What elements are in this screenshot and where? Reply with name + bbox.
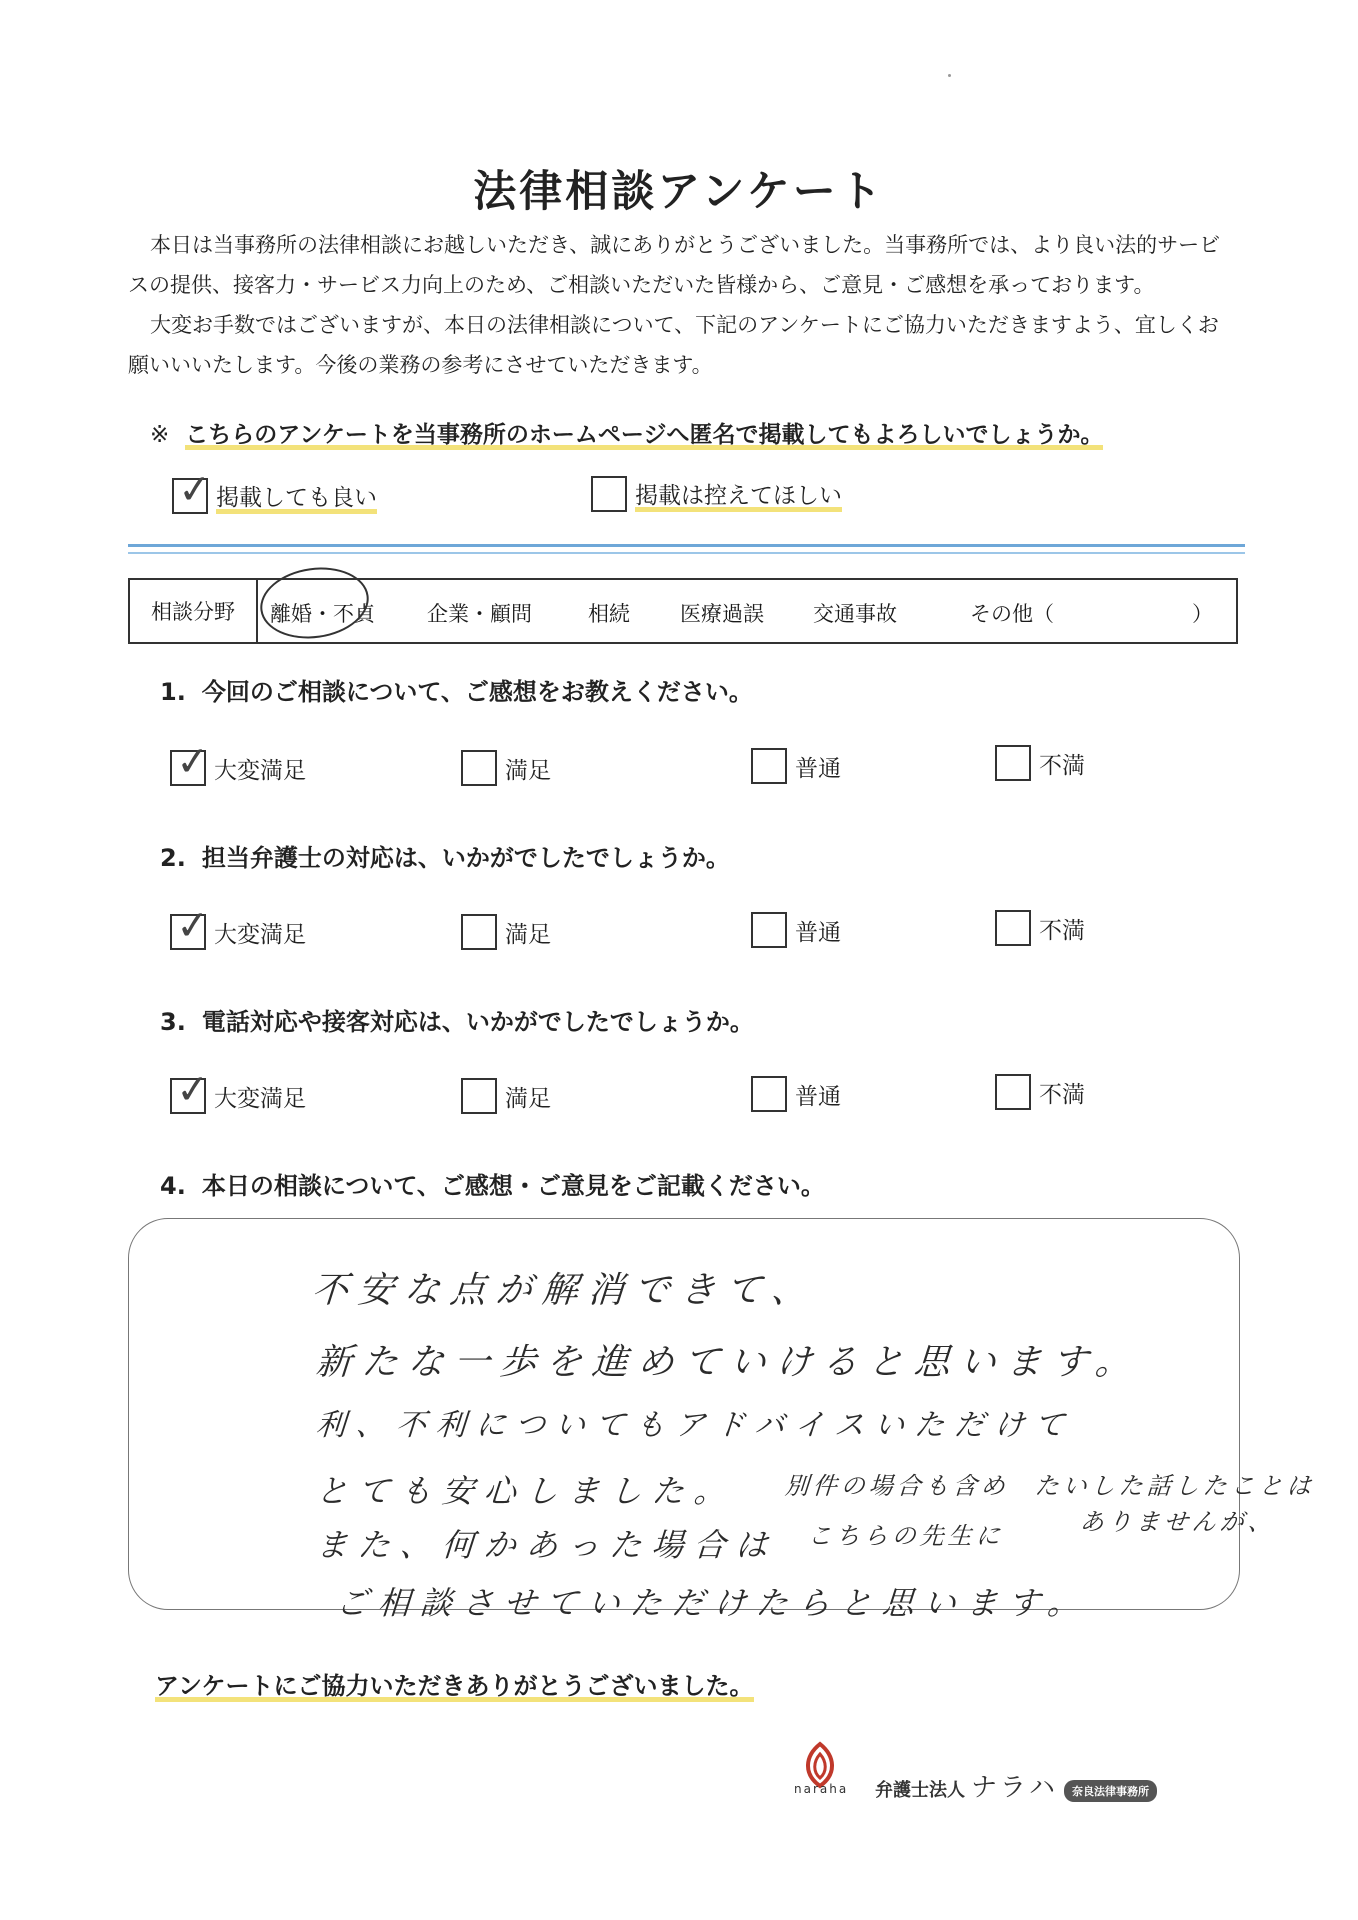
checkmark-icon: ✓ (176, 465, 214, 515)
intro-paragraph-1: 本日は当事務所の法律相談にお越しいただき、誠にありがとうございました。当事務所では、より良い法的サービスの提供、接客力・サービス力向上のため、ご相談いただいた皆様から、ご意見・ご感想を承っております。 (128, 233, 1221, 297)
handwritten-insert: 別件の場合も含め (783, 1472, 1010, 1500)
checkbox[interactable] (461, 1078, 497, 1114)
thank-you-text: アンケートにご協力いただきありがとうございました。 (155, 1672, 754, 1700)
handwritten-line: また、何かあった場合は (314, 1526, 779, 1564)
q2-option-very-satisfied[interactable] (170, 901, 306, 951)
field-option-inheritance[interactable]: 相続 (588, 602, 630, 626)
checkmark-icon: ✓ (174, 737, 212, 787)
question-3 (160, 1002, 754, 1037)
option-label: 大変満足 (214, 757, 306, 784)
handwritten-line: 新たな一歩を進めていけると思います。 (314, 1342, 1143, 1383)
divider-line (128, 552, 1245, 554)
field-option-divorce[interactable]: 離婚・不貞 (270, 602, 375, 626)
checkbox[interactable] (751, 912, 787, 948)
question-number: 4. (160, 1172, 186, 1200)
option-label: 不満 (1039, 752, 1085, 779)
question-text: 本日の相談について、ご感想・ご意見をご記載ください。 (201, 1172, 825, 1200)
firm-prefix: 弁護士法人 (875, 1780, 965, 1801)
checkbox[interactable] (461, 914, 497, 950)
logo-text: naraha (794, 1782, 849, 1796)
option-label: 満足 (505, 1085, 551, 1112)
note-mark: ※ (150, 422, 170, 448)
scan-speck (948, 74, 951, 77)
field-option-corporate[interactable]: 企業・顧問 (427, 602, 532, 626)
option-label: 大変満足 (214, 921, 306, 948)
q3-option-dissatisfied[interactable] (995, 1074, 1085, 1110)
checkbox[interactable] (751, 1076, 787, 1112)
handwritten-aside: たいした話したことは (1033, 1472, 1316, 1500)
firm-badge: 奈良法律事務所 (1064, 1780, 1157, 1802)
firm-name (875, 1767, 1157, 1804)
question-number: 2. (160, 844, 186, 872)
q2-option-dissatisfied[interactable] (995, 910, 1085, 946)
checkmark-icon: ✓ (174, 901, 212, 951)
option-label: 掲載は控えてほしい (635, 477, 842, 512)
field-option-other-close: ） (1192, 602, 1213, 626)
option-label: 大変満足 (214, 1085, 306, 1112)
field-option-other[interactable]: その他（ (970, 602, 1054, 626)
option-label: 満足 (505, 757, 551, 784)
handwritten-insert: こちらの先生に (806, 1522, 1005, 1550)
question-4 (160, 1166, 825, 1201)
divider-line (128, 544, 1245, 547)
intro-paragraph-2: 大変お手数ではございますが、本日の法律相談について、下記のアンケートにご協力いただきますよう、宜しくお願いいいたします。今後の業務の参考にさせていただきます。 (128, 313, 1219, 377)
checkbox[interactable] (995, 910, 1031, 946)
publish-question-text: こちらのアンケートを当事務所のホームページへ匿名で掲載してもよろしいでしょうか。 (185, 422, 1104, 448)
question-1 (160, 672, 753, 707)
consultation-field-table (128, 578, 1238, 644)
q3-option-satisfied[interactable] (461, 1078, 551, 1114)
page-title: 法律相談アンケート (473, 167, 885, 217)
checkbox[interactable] (461, 750, 497, 786)
checkmark-icon: ✓ (174, 1065, 212, 1115)
question-text: 電話対応や接客対応は、いかがでしたでしょうか。 (201, 1008, 754, 1036)
q2-option-neutral[interactable] (751, 912, 841, 948)
checkbox-checked[interactable] (170, 737, 212, 787)
publish-option-allow[interactable] (172, 465, 377, 515)
handwritten-line: とても安心しました。 (314, 1472, 738, 1510)
option-label: 普通 (795, 919, 841, 946)
handwritten-aside: ありませんが、 (1078, 1508, 1277, 1536)
q1-option-dissatisfied[interactable] (995, 745, 1085, 781)
checkbox[interactable] (995, 745, 1031, 781)
field-option-traffic[interactable]: 交通事故 (813, 602, 897, 626)
field-option-medical[interactable]: 医療過誤 (680, 602, 764, 626)
handwritten-line: 不安な点が解消できて、 (310, 1270, 819, 1311)
option-label: 普通 (795, 1083, 841, 1110)
checkbox[interactable] (995, 1074, 1031, 1110)
firm-kana: ナラハ (971, 1773, 1059, 1803)
option-label: 不満 (1039, 917, 1085, 944)
question-number: 3. (160, 1008, 186, 1036)
question-text: 担当弁護士の対応は、いかがでしたでしょうか。 (201, 844, 730, 872)
handwritten-line: 利、不利についてもアドバイスいただけて (314, 1408, 1076, 1443)
q1-option-neutral[interactable] (751, 748, 841, 784)
selection-circle (256, 561, 374, 645)
field-header: 相談分野 (130, 580, 258, 642)
option-label: 不満 (1039, 1081, 1085, 1108)
q3-option-very-satisfied[interactable] (170, 1065, 306, 1115)
q1-option-very-satisfied[interactable] (170, 737, 306, 787)
checkbox-checked[interactable] (172, 465, 214, 515)
question-2 (160, 838, 730, 873)
checkbox-checked[interactable] (170, 901, 212, 951)
checkbox[interactable] (751, 748, 787, 784)
question-number: 1. (160, 678, 186, 706)
publish-option-decline[interactable] (591, 476, 842, 512)
q1-option-satisfied[interactable] (461, 750, 551, 786)
q3-option-neutral[interactable] (751, 1076, 841, 1112)
question-text: 今回のご相談について、ご感想をお教えください。 (201, 678, 753, 706)
intro-text (128, 225, 1238, 385)
q2-option-satisfied[interactable] (461, 914, 551, 950)
option-label: 掲載しても良い (216, 479, 377, 514)
checkbox-checked[interactable] (170, 1065, 212, 1115)
checkbox[interactable] (591, 476, 627, 512)
option-label: 満足 (505, 921, 551, 948)
handwritten-line: ご相談させていただけたらと思います。 (334, 1584, 1091, 1622)
option-label: 普通 (795, 755, 841, 782)
publish-question (150, 416, 1103, 449)
thank-you-message (155, 1666, 754, 1701)
